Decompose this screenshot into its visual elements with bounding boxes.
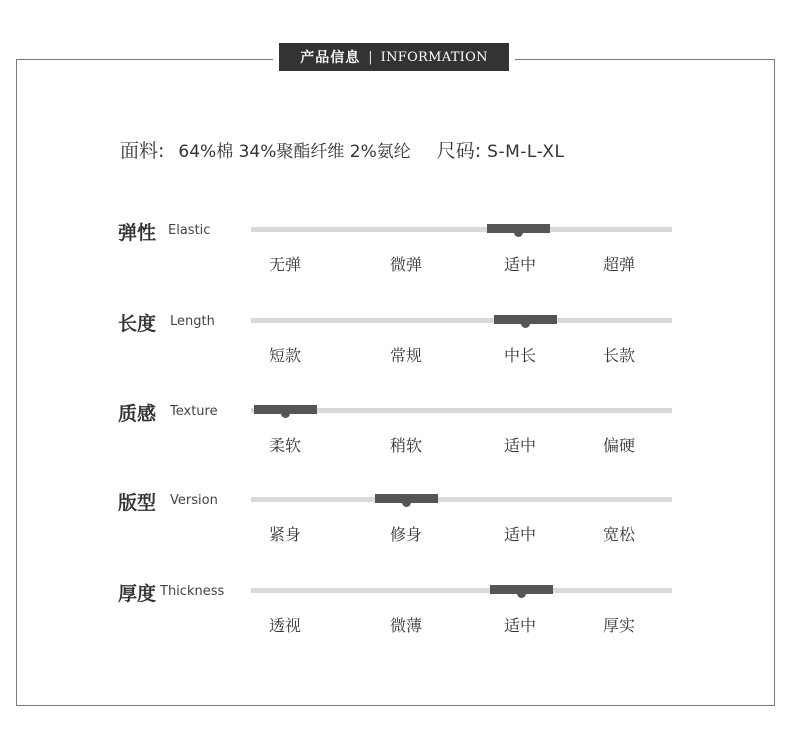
header-badge [279,43,509,71]
option-label: 适中 [503,616,536,635]
option-label: 稍软 [389,436,422,455]
attribute-scale-marker [254,405,317,414]
attribute-name-en: Texture [170,404,218,419]
attribute-scale-marker [375,494,438,503]
header-title-cn: 产品信息 [300,50,361,66]
option-label: 超弹 [602,255,635,274]
attribute-name-en: Elastic [168,223,211,238]
attribute-row-texture [0,399,790,469]
option-label: 无弹 [268,255,301,274]
option-label: 修身 [389,525,422,544]
option-label: 紧身 [268,525,301,544]
attribute-name-en: Length [170,314,215,329]
attribute-name: 长度 [118,313,157,335]
attribute-scale-track [251,497,672,502]
option-label: 适中 [503,525,536,544]
option-label: 适中 [503,255,536,274]
header-separator: | [368,49,373,65]
option-label: 微弹 [389,255,422,274]
attribute-name: 弹性 [118,222,157,244]
option-label: 微薄 [389,616,422,635]
option-label: 短款 [268,346,301,365]
attribute-name-en: Version [170,493,218,508]
attribute-scale-track [251,408,672,413]
attribute-name: 版型 [118,492,157,514]
attribute-row-elastic [0,218,790,288]
attribute-scale-track [251,318,672,323]
option-label: 偏硬 [602,436,635,455]
attribute-scale-marker [487,224,550,233]
attribute-scale-marker [490,585,553,594]
option-label: 长款 [602,346,635,365]
fabric-size-line [120,136,564,163]
fabric-value: 64%棉 34%聚酯纤维 2%氨纶 [178,142,411,162]
size-label: 尺码: [436,140,482,162]
option-label: 常规 [389,346,422,365]
option-label: 中长 [503,346,536,365]
attribute-name-en: Thickness [160,584,225,599]
attribute-scale-track [251,588,672,593]
fabric-label: 面料: [120,140,165,162]
attribute-scale-marker [494,315,557,324]
attribute-row-thickness [0,579,790,649]
option-label: 厚实 [602,616,635,635]
header-title-en: INFORMATION [380,49,488,65]
option-label: 柔软 [268,436,301,455]
option-label: 透视 [268,616,301,635]
attribute-scale-track [251,227,672,232]
attribute-name: 质感 [118,403,157,425]
option-label: 宽松 [602,525,635,544]
attribute-row-length [0,309,790,379]
size-value: S-M-L-XL [487,142,565,162]
attribute-name: 厚度 [118,583,157,605]
option-label: 适中 [503,436,536,455]
attribute-row-version [0,488,790,558]
